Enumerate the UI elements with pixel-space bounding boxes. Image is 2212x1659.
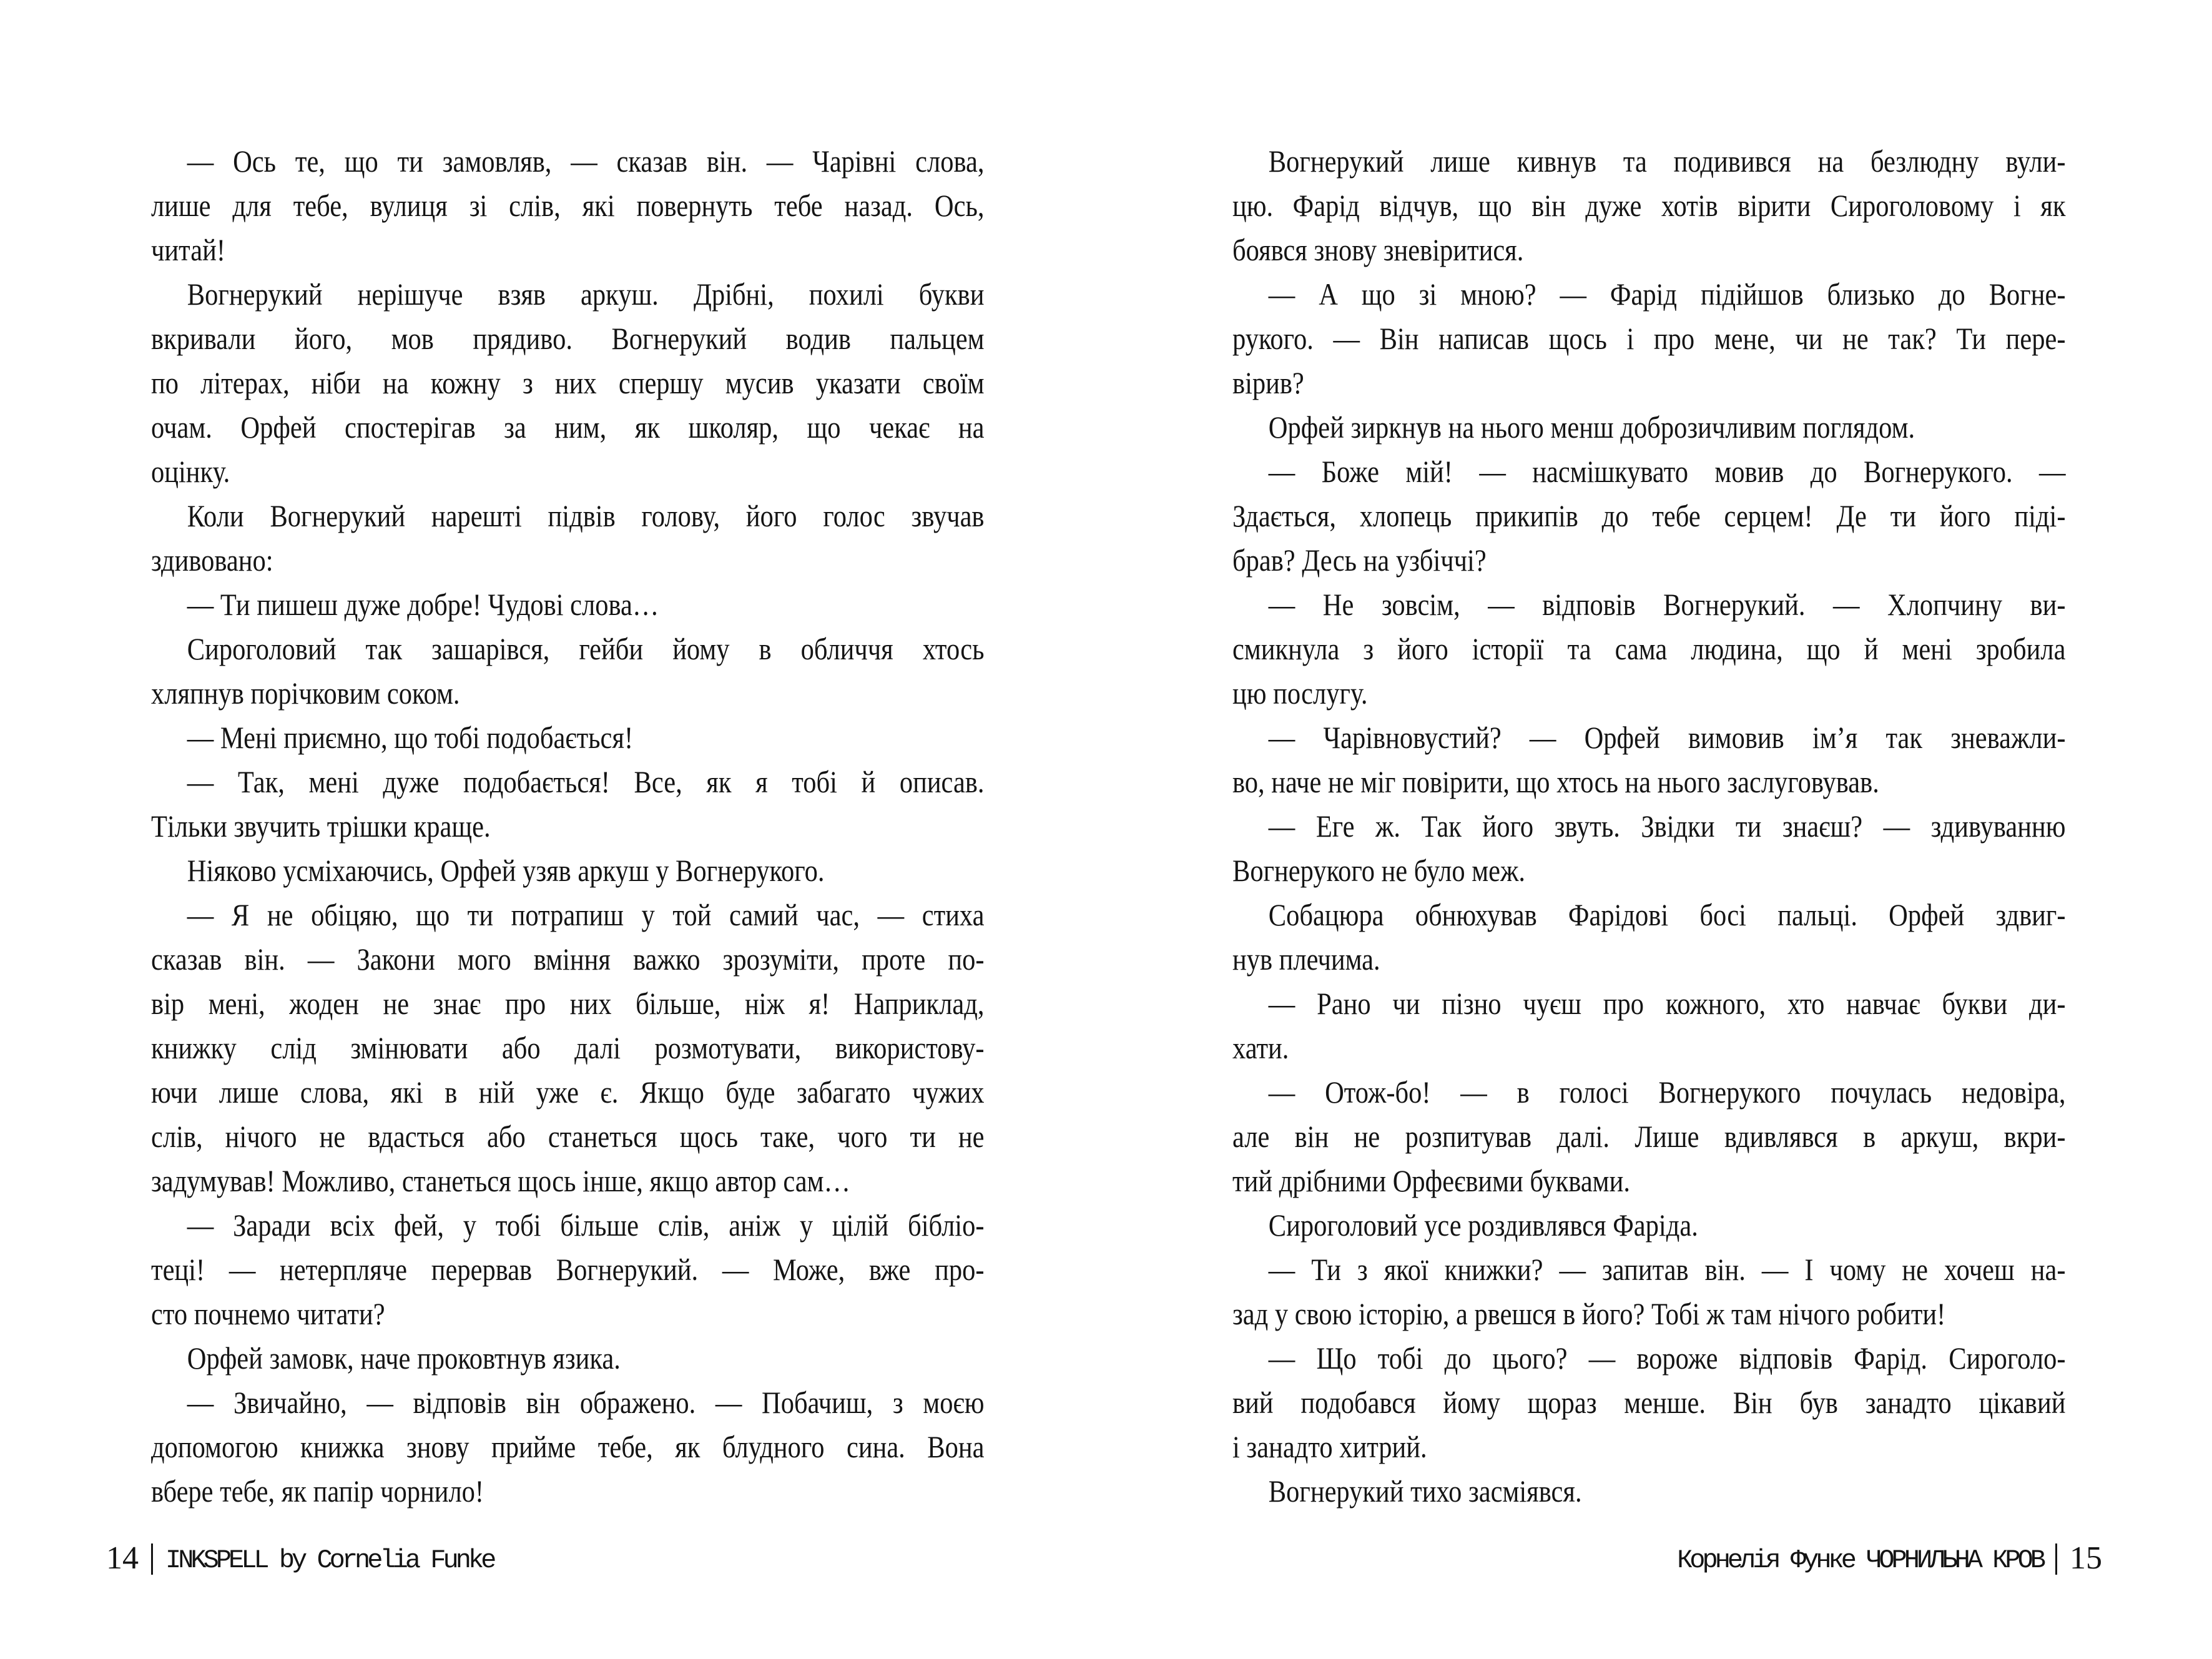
- text-line: Сироголовий так зашарівся, гейби йому в обличчя хтось: [187, 631, 985, 666]
- text-line: задумував! Можливо, станеться щось інше, якщо автор сам…: [151, 1163, 851, 1198]
- text-line: боявся знову зневіритися.: [1232, 232, 1524, 267]
- text-line: по літерах, ніби на кожну з них спершу мусив указати своїм: [151, 365, 985, 400]
- text-line: — Еге ж. Так його звуть. Звідки ти знаєш? — здивуванню: [1268, 809, 2066, 844]
- text-line: хляпнув порічковим соком.: [151, 676, 460, 711]
- paragraph: [151, 893, 985, 1203]
- text-line: сто почнемо читати?: [151, 1296, 385, 1331]
- text-line: — Не зовсім, — відповів Вогнерукий. — Хлопчину ви-: [1268, 587, 2066, 622]
- right-running-title: Корнелія Функе ЧОРНИЛЬНА КРОВ: [1677, 1545, 2043, 1575]
- left-page: [151, 139, 985, 1514]
- text-line: вір мені, жоден не знає про них більше, ніж я! Наприклад,: [151, 986, 985, 1021]
- text-line: — Чарівновустий? — Орфей вимовив ім’я так зневажли-: [1268, 720, 2066, 755]
- text-line: допомогою книжка знову прийме тебе, як блудного сина. Вона: [151, 1429, 985, 1464]
- paragraph: [1232, 716, 2066, 804]
- text-line: смикнула з його історії та сама людина, що й мені зробила: [1232, 631, 2066, 666]
- text-line: вкривали його, мов прядиво. Вогнерукий водив пальцем: [151, 321, 985, 356]
- text-line: здивовано:: [151, 543, 273, 578]
- text-line: Ніяково усміхаючись, Орфей узяв аркуш у Вогнерукого.: [187, 853, 825, 888]
- paragraph: [151, 139, 985, 272]
- text-line: — Звичайно, — відповів він ображено. — Побачиш, з моєю: [187, 1385, 985, 1420]
- paragraph: [151, 1203, 985, 1336]
- paragraph: [1232, 1203, 2066, 1248]
- paragraph: [151, 494, 985, 583]
- paragraph: [1232, 450, 2066, 583]
- text-line: теці! — нетерпляче перервав Вогнерукий. — Може, вже про-: [151, 1252, 985, 1287]
- text-line: Тільки звучить трішки краще.: [151, 809, 491, 844]
- footer-divider: [2055, 1543, 2057, 1575]
- paragraph: [151, 583, 985, 627]
- text-line: і занадто хитрий.: [1232, 1429, 1427, 1464]
- paragraph: [1232, 405, 2066, 450]
- text-line: Сироголовий усе роздивлявся Фаріда.: [1268, 1208, 1698, 1243]
- text-line: — Що тобі до цього? — вороже відповів Фарід. Сироголо-: [1268, 1341, 2066, 1376]
- right-page: [1232, 139, 2068, 1514]
- text-line: цю послугу.: [1232, 676, 1368, 711]
- text-line: Здається, хлопець прикипів до тебе серцем! Де ти його піді-: [1232, 498, 2066, 533]
- right-page-text: [1232, 139, 2066, 1514]
- text-line: Вогнерукий нерішуче взяв аркуш. Дрібні, похилі букви: [187, 277, 985, 312]
- right-page-footer: [1677, 1540, 2102, 1590]
- footer-divider: [151, 1543, 153, 1575]
- text-line: рукого. — Він написав щось і про мене, чи не так? Ти пере-: [1232, 321, 2066, 356]
- text-line: сказав він. — Закони мого вміння важко зрозуміти, проте по-: [151, 942, 985, 977]
- text-line: лише для тебе, вулиця зі слів, які повернуть тебе назад. Ось,: [151, 188, 985, 223]
- text-line: хати.: [1232, 1030, 1289, 1065]
- text-line: Орфей зиркнув на нього менш доброзичливим поглядом.: [1268, 410, 1915, 445]
- text-line: — Боже мій! — насмішкувато мовив до Вогнерукого. —: [1268, 454, 2066, 489]
- text-line: во, наче не міг повірити, що хтось на нього заслуговував.: [1232, 764, 1879, 799]
- text-line: Коли Вогнерукий нарешті підвів голову, його голос звучав: [187, 498, 985, 533]
- paragraph: [1232, 272, 2066, 405]
- left-page-text: [151, 139, 985, 1514]
- text-line: цю. Фарід відчув, що він дуже хотів вірити Сироголовому і як: [1232, 188, 2066, 223]
- paragraph: [1232, 1336, 2066, 1469]
- left-page-footer: [106, 1540, 493, 1590]
- text-line: вбере тебе, як папір чорнило!: [151, 1474, 484, 1509]
- text-line: — Я не обіцяю, що ти потрапиш у той самий час, — стиха: [187, 897, 985, 932]
- text-line: очам. Орфей спостерігав за ним, як школяр, що чекає на: [151, 410, 985, 445]
- text-line: Орфей замовк, наче проковтнув язика.: [187, 1341, 621, 1376]
- text-line: Вогнерукий лише кивнув та подивився на безлюдну вули-: [1268, 144, 2066, 179]
- text-line: — Ось те, що ти замовляв, — сказав він. — Чарівні слова,: [187, 144, 985, 179]
- text-line: тий дрібними Орфеєвими буквами.: [1232, 1163, 1630, 1198]
- text-line: — Рано чи пізно чуєш про кожного, хто навчає букви ди-: [1268, 986, 2066, 1021]
- paragraph: [151, 272, 985, 494]
- text-line: вий подобався йому щораз менше. Він був занадто цікавий: [1232, 1385, 2066, 1420]
- text-line: книжку слід змінювати або далі розмотувати, використову-: [151, 1030, 985, 1065]
- text-line: але він не розпитував далі. Лише вдивлявся в аркуш, вкри-: [1232, 1119, 2066, 1154]
- paragraph: [1232, 139, 2066, 272]
- paragraph: [1232, 982, 2066, 1070]
- text-line: — Так, мені дуже подобається! Все, як я тобі й описав.: [187, 764, 985, 799]
- paragraph: [151, 1336, 985, 1381]
- text-line: — Отож-бо! — в голосі Вогнерукого почулась недовіра,: [1268, 1075, 2066, 1110]
- paragraph: [151, 716, 985, 760]
- text-line: слів, нічого не вдасться або станеться щось таке, чого ти не: [151, 1119, 985, 1154]
- paragraph: [1232, 1070, 2066, 1203]
- text-line: Вогнерукий тихо засміявся.: [1268, 1474, 1582, 1509]
- text-line: — Ти з якої книжки? — запитав він. — І чому не хочеш на-: [1268, 1252, 2066, 1287]
- left-page-number: 14: [106, 1540, 139, 1576]
- text-line: зад у свою історію, а рвешся в його? Тобі ж там нічого робити!: [1232, 1296, 1946, 1331]
- text-line: — Мені приємно, що тобі подобається!: [187, 720, 634, 755]
- text-line: ючи лише слова, які в ній уже є. Якщо буде забагато чужих: [151, 1075, 985, 1110]
- text-line: оцінку.: [151, 454, 230, 489]
- text-line: — Заради всіх фей, у тобі більше слів, аніж у цілій бібліо-: [187, 1208, 985, 1243]
- right-page-number: 15: [2070, 1540, 2102, 1576]
- text-line: вірив?: [1232, 365, 1304, 400]
- paragraph: [1232, 804, 2066, 893]
- text-line: Вогнерукого не було меж.: [1232, 853, 1526, 888]
- paragraph: [1232, 1469, 2066, 1514]
- left-running-title: INKSPELL by Cornelia Funke: [165, 1545, 494, 1575]
- paragraph: [151, 849, 985, 893]
- text-line: — А що зі мною? — Фарід підійшов близько до Вогне-: [1268, 277, 2066, 312]
- text-line: Собацюра обнюхував Фарідові босі пальці. Орфей здвиг-: [1268, 897, 2066, 932]
- paragraph: [151, 1381, 985, 1514]
- paragraph: [151, 760, 985, 849]
- paragraph: [151, 627, 985, 716]
- text-line: — Ти пишеш дуже добре! Чудові слова…: [187, 587, 659, 622]
- paragraph: [1232, 893, 2066, 982]
- text-line: нув плечима.: [1232, 942, 1380, 977]
- text-line: брав? Десь на узбіччі?: [1232, 543, 1487, 578]
- paragraph: [1232, 583, 2066, 716]
- paragraph: [1232, 1248, 2066, 1336]
- text-line: читай!: [151, 232, 225, 267]
